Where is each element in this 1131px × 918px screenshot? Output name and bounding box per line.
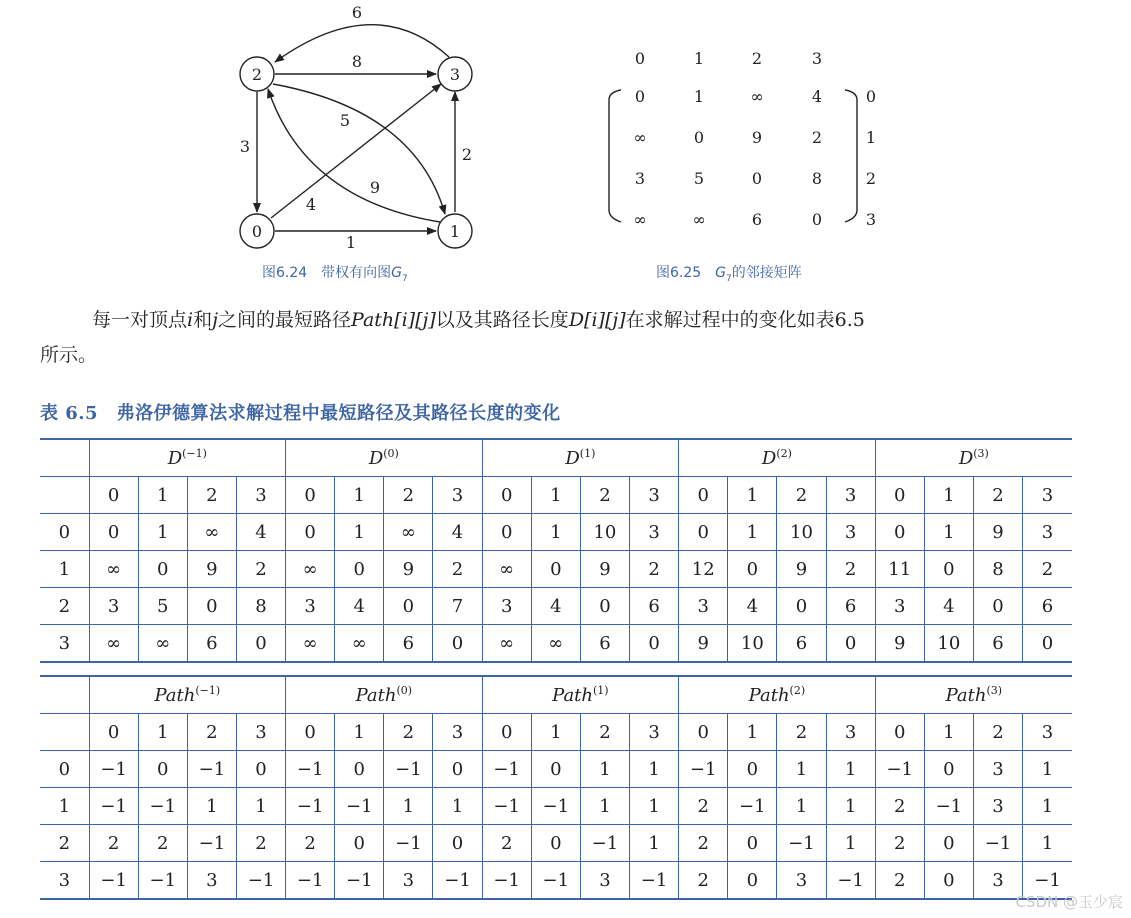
table-cell: 0 xyxy=(728,751,777,788)
table-cell: 2 xyxy=(679,862,728,900)
table-cell: −1 xyxy=(138,788,187,825)
graph-caption: 图6.24 带权有向图$G_7$ xyxy=(262,265,408,284)
table-cell: 2 xyxy=(482,825,531,862)
column-label: 0 xyxy=(286,477,335,514)
table-cell: ∞ xyxy=(89,551,138,588)
table-cell: −1 xyxy=(384,825,433,862)
table-cell: 0 xyxy=(89,514,138,551)
row-label: 1 xyxy=(40,551,89,588)
table-cell: 1 xyxy=(580,751,629,788)
table-cell: 0 xyxy=(826,625,875,663)
table-cell: 0 xyxy=(236,625,285,663)
table-cell: 0 xyxy=(728,551,777,588)
table-cell: 2 xyxy=(875,788,924,825)
matrix-caption: 图6.25 $G_7$的邻接矩阵 xyxy=(656,265,802,284)
table-cell: 3 xyxy=(973,751,1022,788)
table-cell: 9 xyxy=(875,625,924,663)
table-cell: −1 xyxy=(89,788,138,825)
matrix-cell: 9 xyxy=(751,128,763,147)
table-row xyxy=(40,862,1072,900)
table-cell: 0 xyxy=(924,551,973,588)
column-label: 1 xyxy=(728,477,777,514)
table-cell: 2 xyxy=(679,825,728,862)
table-cell: 6 xyxy=(187,625,236,663)
table-cell: 0 xyxy=(384,588,433,625)
table-cell: 3 xyxy=(384,862,433,900)
iteration-header: Path$^{(3)}$ xyxy=(875,676,1072,714)
matrix-cell: 2 xyxy=(811,128,823,147)
column-label: 2 xyxy=(580,714,629,751)
table-row xyxy=(40,551,1072,588)
matrix-cell: 0 xyxy=(634,87,646,106)
table-cell: 0 xyxy=(777,588,826,625)
table-cell: 10 xyxy=(777,514,826,551)
column-label: 0 xyxy=(875,714,924,751)
matrix-row-label: 1 xyxy=(865,128,877,147)
table-cell: 3 xyxy=(89,588,138,625)
body-paragraph-line2: 所示。 xyxy=(40,344,98,366)
matrix-cell: 0 xyxy=(693,128,705,147)
table-cell: ∞ xyxy=(286,625,335,663)
table-cell: 1 xyxy=(629,825,678,862)
table-cell: 9 xyxy=(777,551,826,588)
table-cell: 0 xyxy=(433,625,482,663)
table-cell: 1 xyxy=(187,788,236,825)
edge-weight: 5 xyxy=(339,111,351,130)
table-cell: −1 xyxy=(482,862,531,900)
matrix-cell: ∞ xyxy=(633,210,647,229)
column-label: 1 xyxy=(531,714,580,751)
table-cell: −1 xyxy=(335,788,384,825)
iteration-header: $D^{(2)}$ xyxy=(679,439,876,477)
table-cell: 2 xyxy=(138,825,187,862)
table-cell: −1 xyxy=(187,751,236,788)
table-cell: 0 xyxy=(286,514,335,551)
table-cell: 1 xyxy=(1023,788,1072,825)
table-cell: 3 xyxy=(187,862,236,900)
corner-cell xyxy=(40,714,89,751)
table-cell: 1 xyxy=(826,788,875,825)
table-cell: −1 xyxy=(875,751,924,788)
table-cell: 0 xyxy=(531,751,580,788)
table-cell: 3 xyxy=(629,514,678,551)
matrix-cell: 3 xyxy=(634,169,646,188)
table-cell: −1 xyxy=(187,825,236,862)
matrix-row-label: 0 xyxy=(865,87,877,106)
column-label: 3 xyxy=(629,477,678,514)
edge-weight: 2 xyxy=(461,145,473,164)
table-cell: ∞ xyxy=(482,551,531,588)
column-label: 0 xyxy=(875,477,924,514)
table-cell: ∞ xyxy=(482,625,531,663)
table-cell: 3 xyxy=(826,514,875,551)
table-cell: −1 xyxy=(89,751,138,788)
column-label: 3 xyxy=(826,714,875,751)
table-cell: 9 xyxy=(580,551,629,588)
table-cell: 6 xyxy=(629,588,678,625)
table-cell: 0 xyxy=(482,514,531,551)
table-cell: ∞ xyxy=(138,625,187,663)
column-label: 3 xyxy=(236,477,285,514)
row-label: 2 xyxy=(40,588,89,625)
edge-weight: 1 xyxy=(345,233,357,252)
table-cell: 2 xyxy=(679,788,728,825)
table-cell: −1 xyxy=(531,788,580,825)
table-cell: 1 xyxy=(826,825,875,862)
matrix-cell: 0 xyxy=(751,169,763,188)
table-cell: 1 xyxy=(335,514,384,551)
edge-weight: 3 xyxy=(239,137,251,156)
table-cell: 3 xyxy=(1023,514,1072,551)
table-cell: −1 xyxy=(679,751,728,788)
row-label: 3 xyxy=(40,862,89,900)
table-cell: 1 xyxy=(1023,825,1072,862)
body-paragraph: 每一对顶点i和j之间的最短路径Path[i][j]以及其路径长度D[i][j]在求解过程中的变化如表6.5 xyxy=(92,309,865,331)
row-label: 0 xyxy=(40,514,89,551)
table-cell: 0 xyxy=(629,625,678,663)
corner-cell xyxy=(40,439,89,477)
table-cell: 0 xyxy=(924,751,973,788)
matrix-cell: 4 xyxy=(811,87,823,106)
matrix-cell: ∞ xyxy=(750,87,764,106)
table-cell: 0 xyxy=(335,751,384,788)
column-label: 0 xyxy=(482,477,531,514)
column-label: 1 xyxy=(924,714,973,751)
column-label: 2 xyxy=(384,714,433,751)
table-cell: 9 xyxy=(384,551,433,588)
column-label: 3 xyxy=(1023,714,1072,751)
table-title: 表 6.5 弗洛伊德算法求解过程中最短路径及其路径长度的变化 xyxy=(40,403,561,424)
node-label: 2 xyxy=(251,65,263,84)
table-cell: 4 xyxy=(236,514,285,551)
table-cell: −1 xyxy=(286,788,335,825)
column-label: 0 xyxy=(89,477,138,514)
adjacency-matrix-figure xyxy=(595,40,895,240)
table-cell: 1 xyxy=(777,788,826,825)
table-cell: 0 xyxy=(138,551,187,588)
table-cell: 1 xyxy=(777,751,826,788)
corner-cell xyxy=(40,676,89,714)
table-cell: 9 xyxy=(679,625,728,663)
matrix-col-label: 1 xyxy=(693,49,705,68)
table-cell: 0 xyxy=(187,588,236,625)
table-cell: −1 xyxy=(236,862,285,900)
table-cell: 1 xyxy=(826,751,875,788)
right-bracket xyxy=(845,90,857,222)
table-cell: 4 xyxy=(433,514,482,551)
table-cell: −1 xyxy=(629,862,678,900)
row-label: 0 xyxy=(40,751,89,788)
table-cell: 1 xyxy=(629,751,678,788)
table-cell: 2 xyxy=(433,551,482,588)
matrix-row-label: 3 xyxy=(865,210,877,229)
table-cell: −1 xyxy=(286,751,335,788)
table-cell: 0 xyxy=(335,551,384,588)
table-cell: 3 xyxy=(973,788,1022,825)
column-label: 2 xyxy=(973,477,1022,514)
table-cell: 4 xyxy=(728,588,777,625)
table-cell: 11 xyxy=(875,551,924,588)
column-label: 1 xyxy=(138,714,187,751)
table-cell: −1 xyxy=(89,862,138,900)
column-label: 3 xyxy=(236,714,285,751)
table-cell: −1 xyxy=(138,862,187,900)
row-label: 3 xyxy=(40,625,89,663)
table-cell: 12 xyxy=(679,551,728,588)
matrix-cell: 1 xyxy=(693,87,705,106)
table-cell: 0 xyxy=(1023,625,1072,663)
column-label: 2 xyxy=(973,714,1022,751)
table-cell: −1 xyxy=(924,788,973,825)
table-cell: 0 xyxy=(728,825,777,862)
table-cell: 0 xyxy=(335,825,384,862)
table-cell: 1 xyxy=(531,514,580,551)
table-cell: −1 xyxy=(531,862,580,900)
edge-weight: 8 xyxy=(351,52,363,71)
table-cell: 3 xyxy=(973,862,1022,900)
table-cell: ∞ xyxy=(531,625,580,663)
matrix-col-label: 2 xyxy=(751,49,763,68)
matrix-cell: 0 xyxy=(811,210,823,229)
matrix-col-label: 3 xyxy=(811,49,823,68)
column-label: 1 xyxy=(335,477,384,514)
column-label: 1 xyxy=(138,477,187,514)
matrix-cell: 5 xyxy=(693,169,705,188)
column-label: 3 xyxy=(629,714,678,751)
node-label: 3 xyxy=(449,65,461,84)
matrix-col-label: 0 xyxy=(634,49,646,68)
column-label: 0 xyxy=(679,477,728,514)
table-row xyxy=(40,588,1072,625)
edge-0-3 xyxy=(271,84,441,218)
table-cell: 3 xyxy=(679,588,728,625)
table-cell: 3 xyxy=(286,588,335,625)
table-cell: 0 xyxy=(531,825,580,862)
node-label: 1 xyxy=(449,222,461,241)
table-cell: 2 xyxy=(875,862,924,900)
table-cell: 0 xyxy=(679,514,728,551)
table-cell: ∞ xyxy=(286,551,335,588)
table-row xyxy=(40,825,1072,862)
table-cell: 3 xyxy=(875,588,924,625)
node-label: 0 xyxy=(251,222,263,241)
table-cell: 6 xyxy=(973,625,1022,663)
table-cell: 3 xyxy=(777,862,826,900)
table-cell: 2 xyxy=(236,551,285,588)
table-cell: 6 xyxy=(826,588,875,625)
column-label: 0 xyxy=(679,714,728,751)
table-cell: 7 xyxy=(433,588,482,625)
watermark: CSDN @玉少宸 xyxy=(1015,893,1123,911)
table-cell: 9 xyxy=(973,514,1022,551)
table-row xyxy=(40,625,1072,663)
column-label: 2 xyxy=(384,477,433,514)
iteration-header: Path$^{(-1)}$ xyxy=(89,676,286,714)
iteration-header: $D^{(0)}$ xyxy=(286,439,483,477)
column-label: 3 xyxy=(433,714,482,751)
table-cell: 1 xyxy=(236,788,285,825)
column-label: 2 xyxy=(187,477,236,514)
table-cell: ∞ xyxy=(187,514,236,551)
table-cell: 2 xyxy=(826,551,875,588)
iteration-header: $D^{(3)}$ xyxy=(875,439,1072,477)
table-cell: ∞ xyxy=(335,625,384,663)
table-cell: 4 xyxy=(531,588,580,625)
table-cell: −1 xyxy=(777,825,826,862)
distance-table xyxy=(40,438,1072,663)
table-cell: 3 xyxy=(580,862,629,900)
table-cell: 2 xyxy=(89,825,138,862)
table-row xyxy=(40,751,1072,788)
table-cell: 2 xyxy=(236,825,285,862)
table-cell: 0 xyxy=(973,588,1022,625)
table-cell: 9 xyxy=(187,551,236,588)
table-cell: 5 xyxy=(138,588,187,625)
edge-weight: 6 xyxy=(351,3,363,22)
left-bracket xyxy=(609,90,621,222)
table-cell: 10 xyxy=(924,625,973,663)
table-cell: 2 xyxy=(286,825,335,862)
matrix-row-label: 2 xyxy=(865,169,877,188)
corner-cell xyxy=(40,477,89,514)
column-label: 2 xyxy=(777,477,826,514)
table-cell: 10 xyxy=(728,625,777,663)
table-cell: −1 xyxy=(335,862,384,900)
iteration-header: Path$^{(1)}$ xyxy=(482,676,679,714)
column-label: 0 xyxy=(286,714,335,751)
table-cell: 0 xyxy=(924,862,973,900)
table-cell: 0 xyxy=(924,825,973,862)
table-cell: ∞ xyxy=(384,514,433,551)
table-cell: 10 xyxy=(580,514,629,551)
table-cell: −1 xyxy=(482,788,531,825)
table-cell: 6 xyxy=(384,625,433,663)
table-cell: 2 xyxy=(875,825,924,862)
matrix-cell: ∞ xyxy=(633,128,647,147)
table-cell: 4 xyxy=(335,588,384,625)
table-cell: 1 xyxy=(1023,751,1072,788)
table-cell: 1 xyxy=(580,788,629,825)
edge-weight: 4 xyxy=(305,195,317,214)
table-cell: −1 xyxy=(973,825,1022,862)
table-cell: 6 xyxy=(580,625,629,663)
table-cell: 0 xyxy=(875,514,924,551)
table-cell: 1 xyxy=(138,514,187,551)
column-label: 0 xyxy=(89,714,138,751)
table-cell: 0 xyxy=(433,751,482,788)
edge-weight: 9 xyxy=(369,178,381,197)
table-cell: 6 xyxy=(777,625,826,663)
table-cell: −1 xyxy=(826,862,875,900)
weighted-digraph-figure xyxy=(225,0,495,260)
table-cell: 0 xyxy=(728,862,777,900)
table-cell: −1 xyxy=(433,862,482,900)
table-cell: −1 xyxy=(1023,862,1072,900)
table-cell: 2 xyxy=(629,551,678,588)
table-cell: 3 xyxy=(482,588,531,625)
table-cell: −1 xyxy=(286,862,335,900)
table-cell: 0 xyxy=(531,551,580,588)
column-label: 1 xyxy=(335,714,384,751)
table-cell: 2 xyxy=(1023,551,1072,588)
table-cell: −1 xyxy=(728,788,777,825)
table-cell: −1 xyxy=(580,825,629,862)
table-cell: 1 xyxy=(433,788,482,825)
table-row xyxy=(40,788,1072,825)
column-label: 2 xyxy=(187,714,236,751)
table-cell: 1 xyxy=(384,788,433,825)
path-table xyxy=(40,675,1072,900)
table-cell: −1 xyxy=(384,751,433,788)
table-cell: ∞ xyxy=(89,625,138,663)
iteration-header: $D^{(1)}$ xyxy=(482,439,679,477)
row-label: 1 xyxy=(40,788,89,825)
column-label: 2 xyxy=(580,477,629,514)
table-cell: 8 xyxy=(236,588,285,625)
table-cell: 0 xyxy=(580,588,629,625)
column-label: 2 xyxy=(777,714,826,751)
table-cell: 1 xyxy=(924,514,973,551)
column-label: 3 xyxy=(826,477,875,514)
iteration-header: $D^{(-1)}$ xyxy=(89,439,286,477)
column-label: 1 xyxy=(728,714,777,751)
table-cell: 0 xyxy=(433,825,482,862)
column-label: 3 xyxy=(1023,477,1072,514)
matrix-cell: 6 xyxy=(751,210,763,229)
table-cell: 0 xyxy=(138,751,187,788)
matrix-cell: ∞ xyxy=(692,210,706,229)
matrix-cell: 8 xyxy=(811,169,823,188)
table-cell: 0 xyxy=(236,751,285,788)
row-label: 2 xyxy=(40,825,89,862)
table-cell: 8 xyxy=(973,551,1022,588)
table-cell: −1 xyxy=(482,751,531,788)
column-label: 1 xyxy=(924,477,973,514)
table-cell: 4 xyxy=(924,588,973,625)
table-cell: 1 xyxy=(728,514,777,551)
column-label: 3 xyxy=(433,477,482,514)
iteration-header: Path$^{(2)}$ xyxy=(679,676,876,714)
table-cell: 1 xyxy=(629,788,678,825)
iteration-header: Path$^{(0)}$ xyxy=(286,676,483,714)
table-cell: 6 xyxy=(1023,588,1072,625)
table-row xyxy=(40,514,1072,551)
column-label: 0 xyxy=(482,714,531,751)
column-label: 1 xyxy=(531,477,580,514)
